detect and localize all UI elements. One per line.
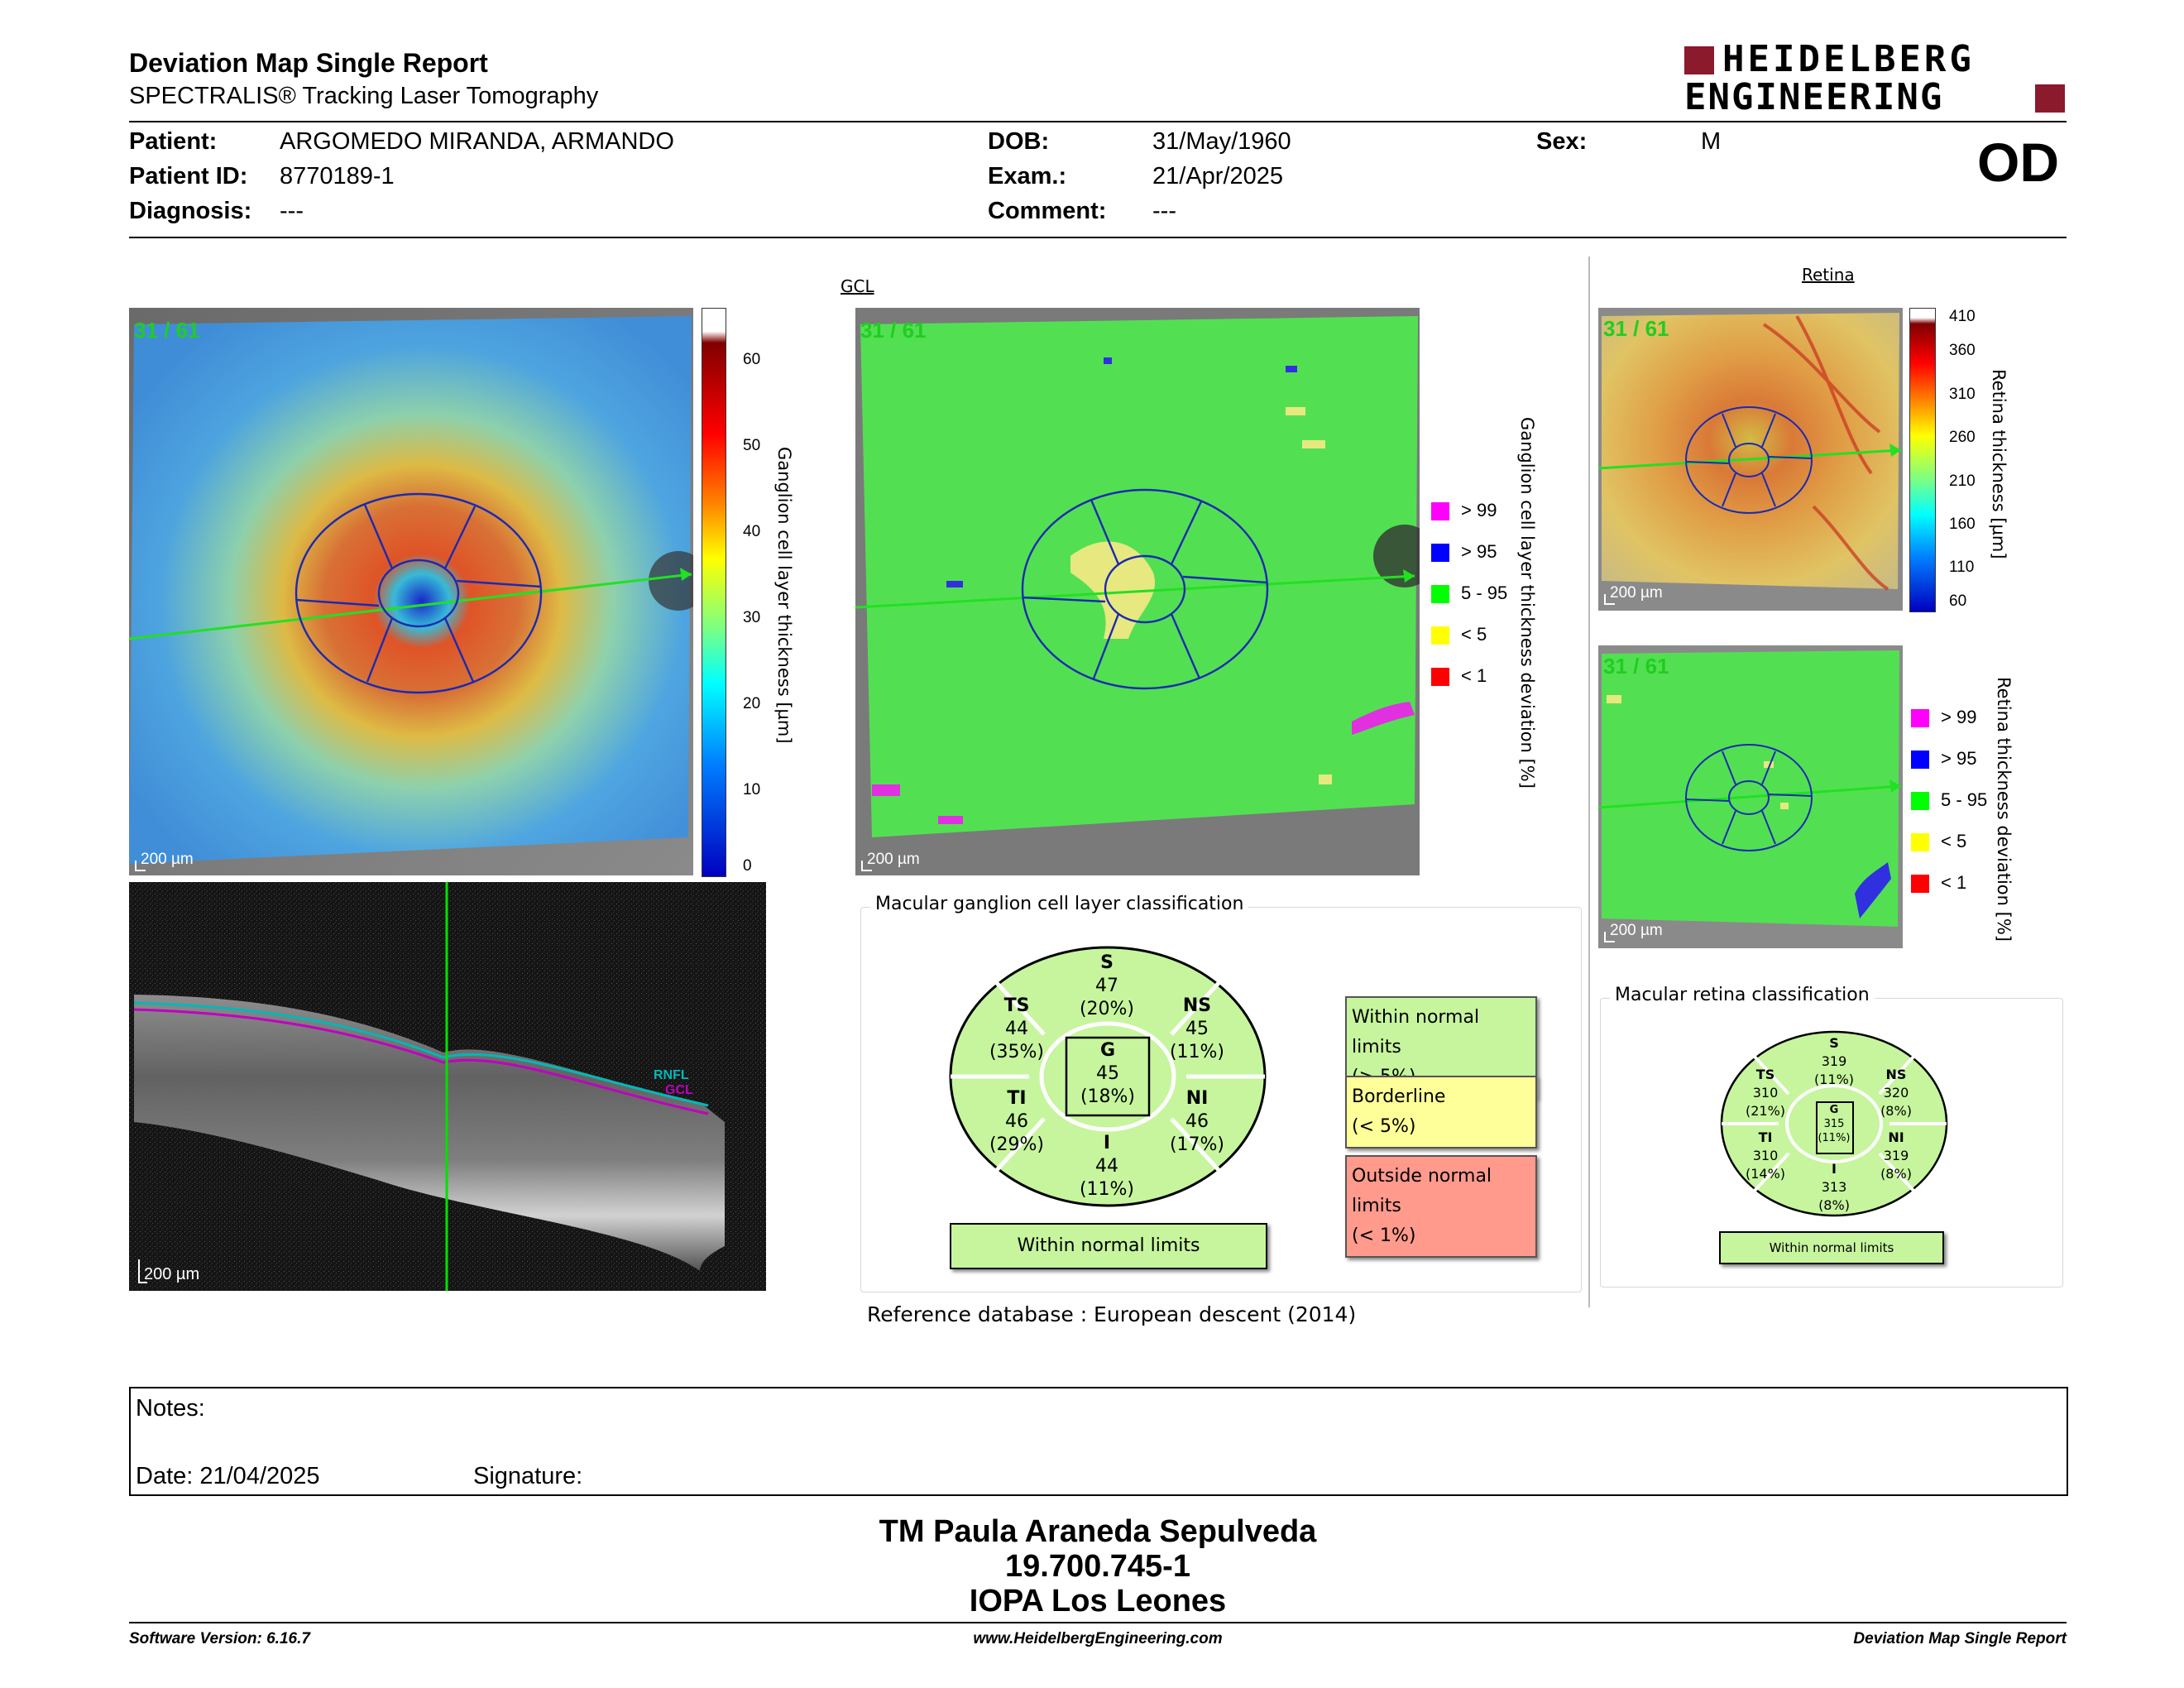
gcl-result-box: Within normal limits (950, 1223, 1267, 1269)
colorbar-tick: 260 (1949, 429, 1976, 446)
retina-thickness-axis-title: Retina thickness [µm] (1989, 369, 2009, 559)
retina-sector-g: G 315 (11%) (1818, 1104, 1851, 1144)
retina-result-box: Within normal limits (1719, 1231, 1944, 1264)
colorbar-tick: 60 (1949, 592, 1967, 610)
gcl-sector-g: G 45 (18%) (1080, 1040, 1136, 1107)
gcl-legend-item-lt5: < 5 (1431, 624, 1487, 645)
signature-block (129, 1514, 2067, 1618)
comment-label: Comment: (988, 198, 1107, 224)
gcl-deviation-axis-title: Ganglion cell layer thickness deviation [%] (1517, 417, 1537, 789)
exam-value: 21/Apr/2025 (1152, 163, 1284, 189)
footer-report-name: Deviation Map Single Report (1853, 1630, 2067, 1647)
colorbar-tick: 360 (1949, 342, 1976, 359)
colorbar-tick: 20 (743, 695, 761, 712)
exam-label: Exam.: (988, 163, 1067, 189)
retina-legend-item-gt99: > 99 (1911, 707, 1976, 728)
gcl-sector-ns: NS 45 (11%) (1169, 995, 1225, 1062)
sex-label: Sex: (1536, 128, 1588, 155)
eye-indicator: OD (1977, 132, 2059, 193)
colorbar-tick: 30 (743, 609, 761, 626)
gcl-legend-item-gt99: > 99 (1431, 500, 1497, 521)
gcl-thickness-colorbar (702, 308, 726, 877)
comment-value: --- (1152, 198, 1176, 224)
retina-thickness-colorbar (1909, 308, 1936, 612)
retina-sector-ti: TI 310 (14%) (1745, 1129, 1786, 1182)
svg-text:200 µm: 200 µm (144, 1265, 200, 1283)
gcl-sector-ts: TS 44 (35%) (989, 995, 1045, 1062)
retina-sector-s: S 319 (11%) (1813, 1035, 1855, 1087)
legend-borderline: Borderline (< 5%) (1345, 1076, 1537, 1149)
gcl-sector-s: S 47 (20%) (1079, 952, 1135, 1019)
retina-sector-i: I 313 (8%) (1818, 1161, 1850, 1213)
retina-sector-ns: NS 320 (8%) (1880, 1067, 1912, 1119)
diagnosis-label: Diagnosis: (129, 198, 252, 224)
svg-text:200 µm: 200 µm (1610, 922, 1663, 939)
retina-sector-ts: TS 310 (21%) (1745, 1067, 1786, 1119)
dob-value: 31/May/1960 (1152, 128, 1291, 155)
patient-id-label: Patient ID: (129, 163, 248, 189)
retina-deviation-counter: 31 / 61 (1603, 654, 1669, 679)
svg-text:200 µm: 200 µm (1610, 584, 1663, 602)
colorbar-tick: 210 (1949, 472, 1976, 490)
colorbar-tick: 60 (743, 351, 761, 368)
dob-label: DOB: (988, 128, 1050, 155)
oct-bscan (129, 882, 766, 1291)
gcl-thickness-map (129, 308, 693, 875)
heidelberg-logo: HEIDELBERG ENGINEERING (1684, 43, 2065, 117)
colorbar-tick: 410 (1949, 308, 1976, 325)
colorbar-tick: 310 (1949, 386, 1976, 403)
retina-deviation-map (1598, 645, 1903, 948)
gcl-sector-i: I 44 (11%) (1079, 1133, 1135, 1200)
patient-label: Patient: (129, 128, 218, 155)
svg-text:200 µm: 200 µm (867, 851, 920, 868)
signer-id: 19.700.745-1 (1005, 1549, 1190, 1584)
rnfl-label: RNFL (654, 1068, 689, 1082)
colorbar-tick: 0 (743, 857, 752, 875)
gcl-layer-label: GCL (665, 1083, 693, 1097)
colorbar-tick: 160 (1949, 516, 1976, 533)
gcl-sector-ni: NI 46 (17%) (1169, 1088, 1225, 1155)
report-title: Deviation Map Single Report (129, 48, 488, 78)
heidelberg-url[interactable]: www.HeidelbergEngineering.com (973, 1630, 1223, 1647)
software-version: Software Version: 6.16.7 (129, 1630, 310, 1647)
gcl-legend-item-lt1: < 1 (1431, 665, 1487, 687)
gcl-section-label: GCL (841, 276, 874, 296)
colorbar-tick: 110 (1949, 559, 1975, 576)
gcl-classification-title: Macular ganglion cell layer classification (870, 894, 1248, 914)
retina-legend-item-lt5: < 5 (1911, 831, 1966, 852)
retina-legend-item-lt1: < 1 (1911, 872, 1966, 894)
legend-within-normal: Within normal limits (1345, 996, 1537, 1099)
svg-text:200 µm: 200 µm (141, 851, 194, 868)
retina-thickness-map (1598, 308, 1903, 611)
diagnosis-value: --- (280, 198, 304, 224)
signature-label: Signature: (473, 1463, 583, 1489)
reference-database: Reference database : European descent (2014) (867, 1302, 1357, 1326)
gcl-thickness-counter: 31 / 61 (134, 318, 200, 343)
colorbar-tick: 50 (743, 437, 761, 454)
gcl-thickness-axis-title: Ganglion cell layer thickness [µm] (774, 447, 794, 744)
signer-institution: IOPA Los Leones (969, 1584, 1227, 1618)
retina-classification-title: Macular retina classification (1610, 985, 1875, 1005)
retina-legend-item-gt95: > 95 (1911, 748, 1976, 770)
signer-name: TM Paula Araneda Sepulveda (879, 1514, 1317, 1549)
sex-value: M (1701, 128, 1722, 155)
gcl-deviation-counter: 31 / 61 (860, 318, 927, 343)
retina-thickness-counter: 31 / 61 (1603, 316, 1669, 341)
colorbar-tick: 40 (743, 523, 761, 540)
notes-box (129, 1387, 2068, 1496)
retina-deviation-axis-title: Retina thickness deviation [%] (1994, 677, 2014, 942)
patient-name: ARGOMEDO MIRANDA, ARMANDO (280, 128, 674, 155)
gcl-legend-item-5-95: 5 - 95 (1431, 583, 1507, 604)
retina-sector-ni: NI 319 (8%) (1880, 1129, 1912, 1182)
report-subtitle: SPECTRALIS® Tracking Laser Tomography (129, 83, 599, 109)
legend-outside-normal: Outside normal limits (< 1%) (1345, 1155, 1537, 1258)
gcl-legend-item-gt95: > 95 (1431, 541, 1497, 563)
date-label: Date: 21/04/2025 (136, 1463, 320, 1489)
gcl-deviation-map (855, 308, 1420, 875)
gcl-sector-ti: TI 46 (29%) (989, 1088, 1045, 1155)
colorbar-tick: 10 (743, 781, 761, 798)
notes-label: Notes: (136, 1395, 205, 1422)
retina-legend-item-5-95: 5 - 95 (1911, 789, 1987, 811)
retina-section-label: Retina (1802, 265, 1855, 285)
patient-id: 8770189-1 (280, 163, 395, 189)
